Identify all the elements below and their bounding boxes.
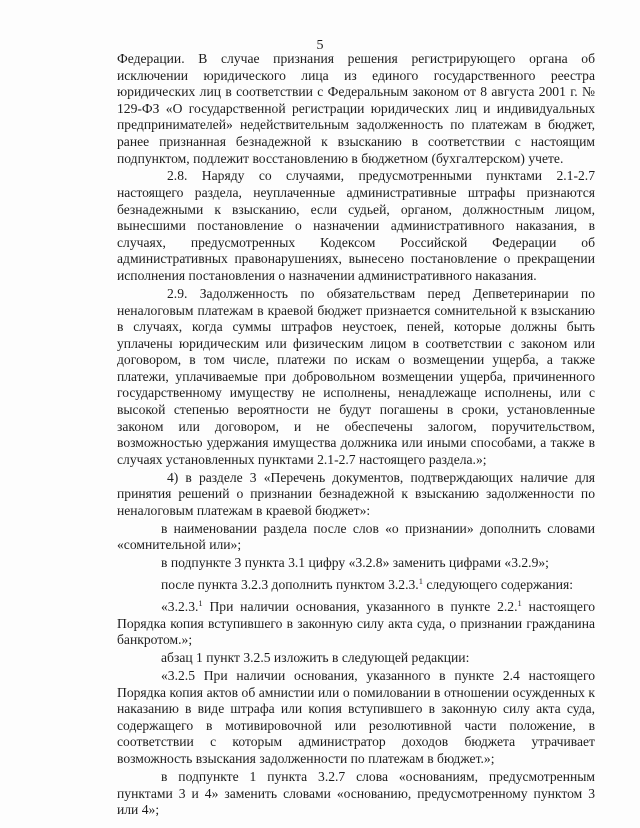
paragraph-add-3-2-3-1 — [117, 573, 595, 594]
paragraph-3-2-7-change: в подпункте 1 пункта 3.2.7 слова «основаниям, предусмотренным пунктами 3 и 4» заменить словами «основанию, предусмотренному пунктом 3 или 4»; — [117, 768, 595, 818]
page-number: 5 — [316, 38, 324, 53]
document-body — [117, 51, 595, 820]
superscript: 1 — [517, 598, 522, 609]
paragraph-1: Федерации. В случае признания решения регистрирующего органа об исключении юридического лица из единого государственного реестра юридических лиц в соответствии с Федеральным законом от 8 августа 2001 г. № 129-ФЗ «О государственной регистрации юридических лиц и индивидуальных предпринимателей» недействительным задолженность по платежам в бюджет, ранее признанная безнадежной к взысканию в соответствии с настоящим подпунктом, подлежит восстановлению в бюджетном (бухгалтерском) учете. — [117, 51, 595, 166]
paragraph-2-8: 2.8. Наряду со случаями, предусмотренными пунктами 2.1-2.7 настоящего раздела, неуплаченные административные штрафы признаются безнадежными к взысканию, если судьей, органом, должностным лицом, вынесшими постановление о назначении административного наказания, в случаях, предусмотренных Кодексом Российской Федерации об административных правонарушениях, вынесено постановление о прекращении исполнения постановления о назначении административного наказания. — [117, 168, 595, 284]
text-segment: При наличии основания, указанного в пункте 2.2. — [202, 599, 518, 615]
paragraph-heading-change: в наименовании раздела после слов «о признании» дополнить словами «сомнительной или»; — [117, 520, 595, 553]
paragraph-2-9: 2.9. Задолженность по обязательствам перед Депветеринарии по неналоговым платежам в краевой бюджет признается сомнительной к взысканию в случаях, когда суммы штрафов неустоек, пеней, которые должны быть уплачены юридическим или физическим лицом в соответствии с законом или договором, в том числе, платежи по искам о возмещении ущерба, а также платежи, уплачиваемые при добровольном возмещении ущерба, причиненного государственному имуществу не исполнены, ненадлежаще исполнены, или с высокой степенью вероятности не будут погашены в сроки, установленные законом или договором, и не обеспечены залогом, поручительством, возможностью удержания имущества должника или иными способами, а также в случаях установленных пунктами 2.1-2.7 настоящего раздела.»; — [117, 285, 595, 467]
paragraph-section-3: 4) в разделе 3 «Перечень документов, подтверждающих наличие для принятия решений о признании безнадежной к взысканию задолженности по неналоговым платежам в краевой бюджет»: — [117, 469, 595, 518]
paragraph-3-2-5-intro: абзац 1 пункт 3.2.5 изложить в следующей редакции: — [161, 650, 470, 666]
text-segment: следующего содержания: — [422, 577, 574, 593]
text-segment: после пункта 3.2.3 дополнить пунктом 3.2.3. — [161, 577, 419, 593]
paragraph-3-2-3-1-text — [117, 595, 595, 649]
text-segment: настоящего Порядка копия вступившего в законную силу акта суда, о признании гражданина банкротом.»; — [117, 599, 595, 648]
superscript: 1 — [198, 598, 203, 609]
paragraph-3-1-change: в подпункте 3 пункта 3.1 цифру «3.2.8» заменить цифрами «3.2.9»; — [161, 555, 549, 571]
superscript: 1 — [418, 576, 423, 587]
text-segment: «3.2.3. — [161, 599, 199, 615]
paragraph-3-2-5-text: «3.2.5 При наличии основания, указанного в пункте 2.4 настоящего Порядка копия актов об амнистии или о помиловании в отношении осужденных к наказанию в виде штрафа или копия вступившего в законную силу акта суда, содержащего в мотивировочной или резолютивной части положение, в соответствии с которым администратор доходов бюджета утрачивает возможность взыскания задолженности по платежам в бюджет.»; — [117, 668, 595, 767]
